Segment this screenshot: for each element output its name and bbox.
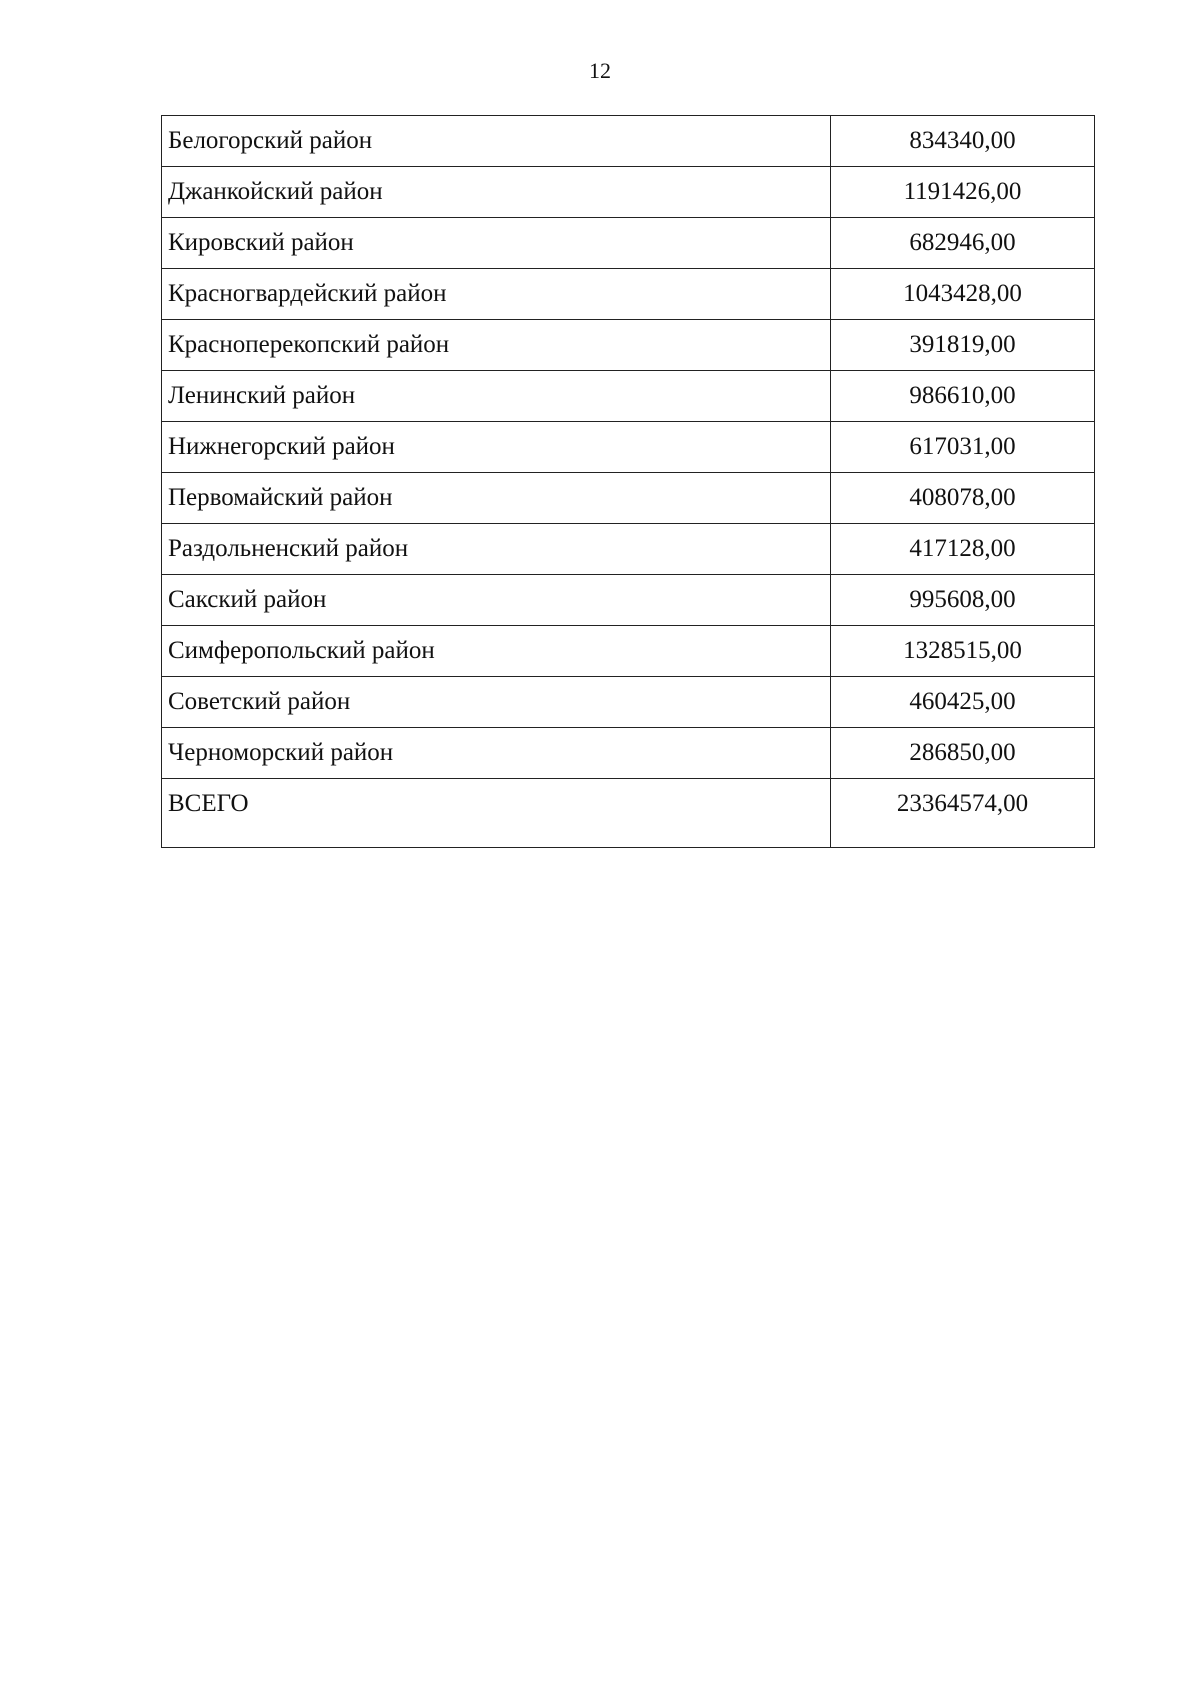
total-row [162,779,1095,848]
district-name: Джанкойский район [162,167,831,218]
district-amount: 1328515,00 [831,626,1095,677]
district-amount: 1043428,00 [831,269,1095,320]
district-name: Сакский район [162,575,831,626]
district-amount: 986610,00 [831,371,1095,422]
district-name: Первомайский район [162,473,831,524]
district-amount: 1191426,00 [831,167,1095,218]
district-amount: 408078,00 [831,473,1095,524]
page-number: 12 [589,58,611,83]
table-row [162,116,1095,167]
district-name: Раздольненский район [162,524,831,575]
district-amount: 286850,00 [831,728,1095,779]
table-row [162,677,1095,728]
district-name: Кировский район [162,218,831,269]
district-amount: 995608,00 [831,575,1095,626]
total-amount: 23364574,00 [831,779,1095,848]
table-row [162,473,1095,524]
district-amount: 617031,00 [831,422,1095,473]
table-row [162,320,1095,371]
district-name: Красноперекопский район [162,320,831,371]
district-name: Нижнегорский район [162,422,831,473]
district-amount: 391819,00 [831,320,1095,371]
table-row [162,728,1095,779]
table-row [162,167,1095,218]
district-name: Ленинский район [162,371,831,422]
table-row [162,269,1095,320]
district-name: Советский район [162,677,831,728]
table-row [162,218,1095,269]
district-name: Симферопольский район [162,626,831,677]
table-row [162,524,1095,575]
district-name: Черноморский район [162,728,831,779]
table-row [162,371,1095,422]
table-row [162,422,1095,473]
district-name: Красногвардейский район [162,269,831,320]
district-amount: 417128,00 [831,524,1095,575]
total-label: ВСЕГО [162,779,831,848]
district-amount: 682946,00 [831,218,1095,269]
table-row [162,575,1095,626]
district-amount: 460425,00 [831,677,1095,728]
district-name: Белогорский район [162,116,831,167]
table-row [162,626,1095,677]
district-amounts-table [161,115,1095,848]
district-amount: 834340,00 [831,116,1095,167]
